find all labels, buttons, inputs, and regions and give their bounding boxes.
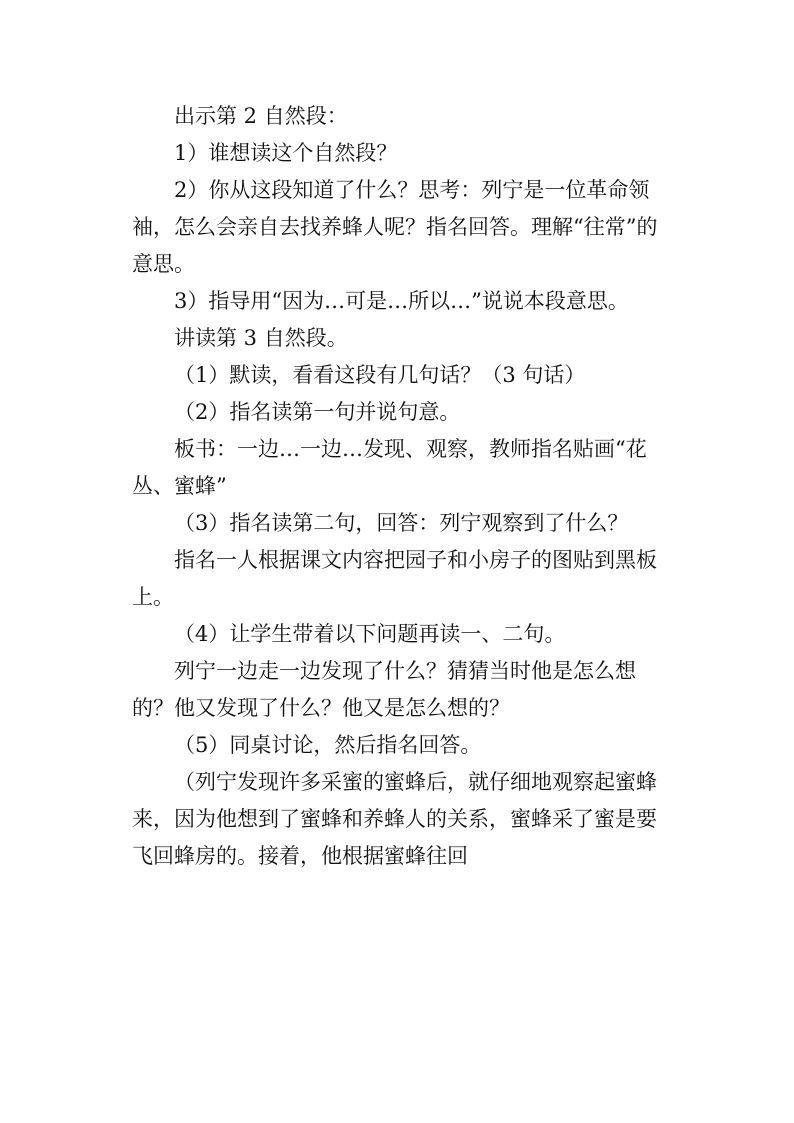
paragraph-7: （2）指名读第一句并说句意。 [174, 400, 461, 424]
paragraph-10: 指名一人根据课文内容把园子和小房子的图贴到黑板上。 [132, 548, 657, 609]
paragraph-8: 板书：一边…一边…发现、观察，教师指名贴画“花丛、蜜蜂” [132, 437, 647, 498]
paragraph-12: 列宁一边走一边发现了什么？猜猜当时他是怎么想的？他又发现了什么？他又是怎么想的？ [132, 659, 636, 720]
paragraph-2: 1）谁想读这个自然段？ [174, 141, 398, 165]
document-body [132, 98, 664, 875]
paragraph-3: 2）你从这段知道了什么？思考：列宁是一位革命领袖，怎么会亲自去找养蜂人呢？指名回答。理解“往常”的意思。 [132, 178, 658, 276]
paragraph-11: （4）让学生带着以下问题再读一、二句。 [174, 622, 566, 646]
paragraph-1: 出示第 2 自然段： [174, 104, 348, 128]
paragraph-14: （列宁发现许多采蜜的蜜蜂后，就仔细地观察起蜜蜂来，因为他想到了蜜蜂和养蜂人的关系，蜜蜂采了蜜是要飞回蜂房的。接着，他根据蜜蜂往回 [132, 770, 657, 868]
paragraph-5: 讲读第 3 自然段。 [174, 326, 348, 350]
paragraph-13: （5）同桌讨论，然后指名回答。 [174, 733, 482, 757]
paragraph-4: 3）指导用“因为…可是…所以…”说说本段意思。 [174, 289, 629, 313]
paragraph-6: （1）默读，看看这段有几句话？（3 句话） [174, 363, 586, 387]
paragraph-9: （3）指名读第二句，回答：列宁观察到了什么？ [174, 511, 629, 535]
